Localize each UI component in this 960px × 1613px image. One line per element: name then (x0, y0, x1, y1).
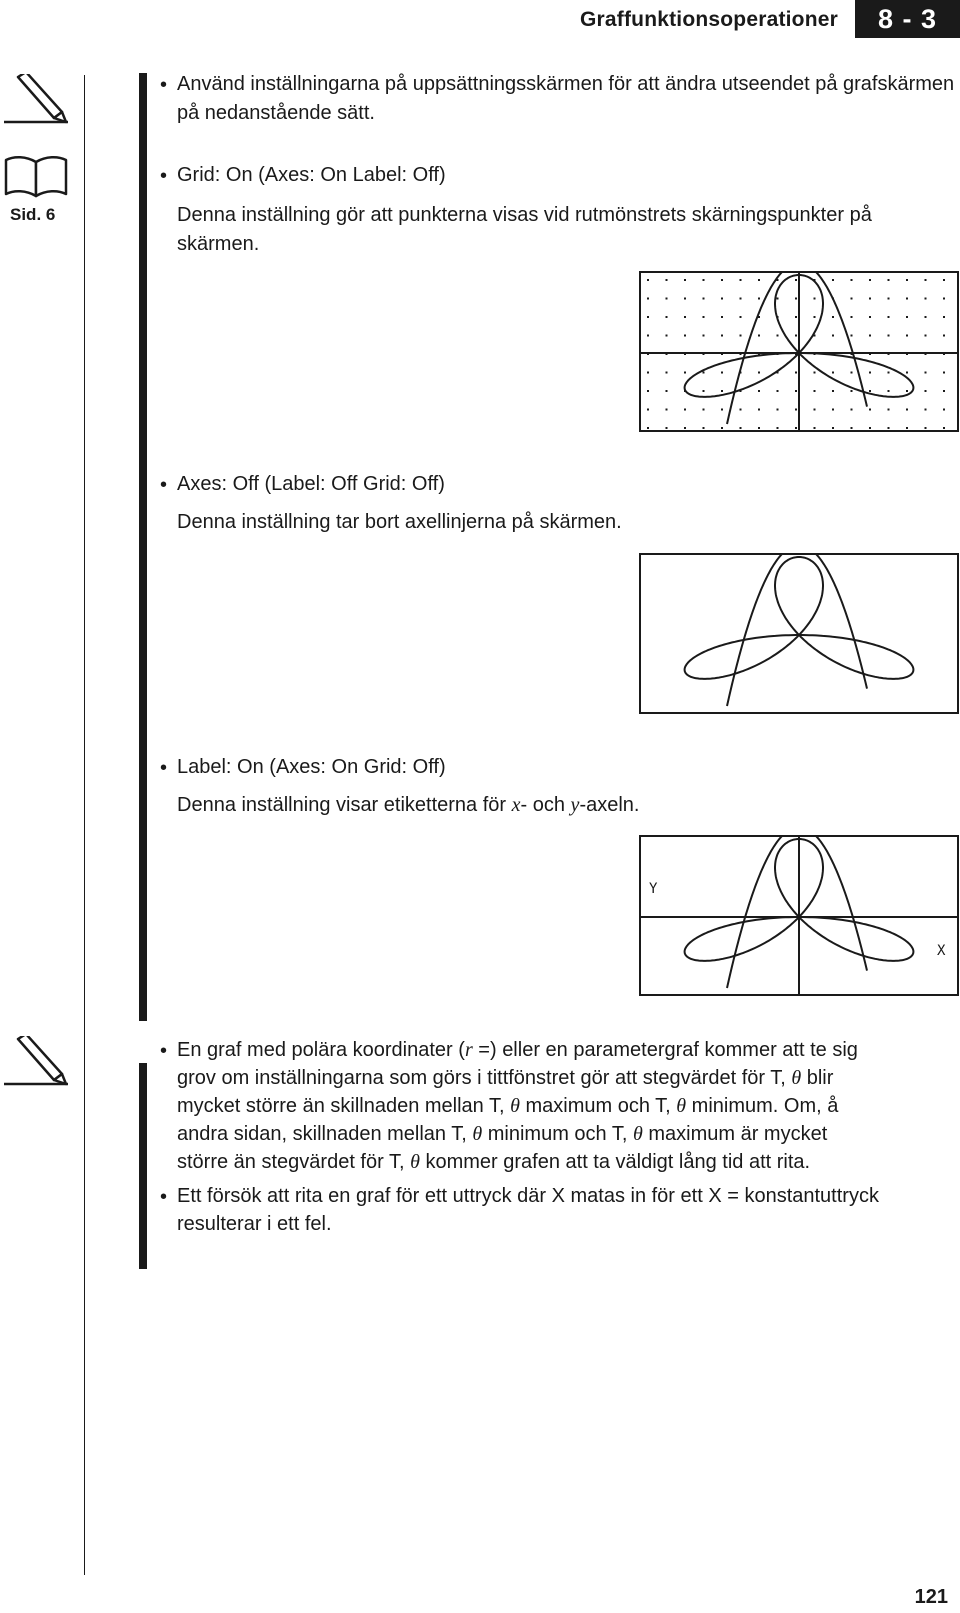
grid-dot (888, 372, 890, 374)
graph-screen-grid (639, 271, 959, 432)
grid-dot (740, 298, 742, 300)
grid-dot (684, 427, 686, 429)
note-line: resulterar i ett fel. (177, 1213, 332, 1235)
grid-dot (943, 335, 945, 337)
pencil-icon (4, 1036, 70, 1086)
x-axis-label: X (937, 943, 946, 959)
grid-dot (758, 409, 760, 411)
grid-dot (832, 390, 834, 392)
grid-dot (888, 298, 890, 300)
bullet: • (160, 74, 168, 96)
grid-dot (906, 372, 908, 374)
bullet: • (160, 1186, 168, 1208)
grid-dot (758, 298, 760, 300)
parabola-curve (727, 555, 867, 706)
grid-dot (906, 279, 908, 281)
grid-dot (703, 409, 705, 411)
grid-dot (906, 335, 908, 337)
grid-dot (647, 409, 649, 411)
grid-dot (666, 316, 668, 318)
page-number: 121 (914, 1586, 948, 1608)
grid-dot (888, 427, 890, 429)
setting-description: Denna inställning gör att punkterna visas vid rutmönstrets skärningspunkter på skärmen. (177, 204, 872, 255)
intro-text: Använd inställningarna på uppsättningsskärmen för att ändra utseendet på grafskärmen på nedanstående sätt. (177, 73, 955, 124)
note-line: grov om inställningarna som görs i tittfönstret gör att stegvärdet för T, θ blir (177, 1067, 834, 1089)
grid-dot (758, 427, 760, 429)
grid-dot (721, 298, 723, 300)
grid-dot (906, 409, 908, 411)
bullet: • (160, 757, 168, 779)
note-line: andra sidan, skillnaden mellan T, θ minimum och T, θ maximum är mycket (177, 1123, 828, 1145)
grid-dot (888, 316, 890, 318)
margin-rule (84, 75, 85, 1575)
grid-dot (925, 390, 927, 392)
note-line: större än stegvärdet för T, θ kommer grafen att ta väldigt lång tid att rita. (177, 1151, 811, 1173)
grid-dot (740, 409, 742, 411)
grid-dot (777, 409, 779, 411)
grid-dot (795, 427, 797, 429)
grid-dot (758, 372, 760, 374)
grid-dot (703, 316, 705, 318)
grid-dot (684, 279, 686, 281)
grid-dot (851, 390, 853, 392)
grid-dot (906, 427, 908, 429)
grid-dot (740, 427, 742, 429)
setting-description: Denna inställning visar etiketterna för x- och y-axeln. (177, 794, 640, 816)
note-line: mycket större än skillnaden mellan T, θ maximum och T, θ minimum. Om, å (177, 1095, 839, 1117)
grid-dot (666, 409, 668, 411)
grid-dot (943, 316, 945, 318)
grid-dot (925, 335, 927, 337)
note-marker-bar (139, 1063, 147, 1269)
grid-dot (925, 409, 927, 411)
grid-dot (869, 409, 871, 411)
parabola-curve (727, 273, 867, 424)
grid-dot (721, 372, 723, 374)
grid-dot (721, 427, 723, 429)
book-icon (4, 154, 68, 198)
grid-dot (721, 409, 723, 411)
grid-dot (721, 390, 723, 392)
grid-dot (851, 409, 853, 411)
grid-dot (758, 279, 760, 281)
grid-dot (703, 298, 705, 300)
grid-dot (832, 335, 834, 337)
y-axis-label: Y (649, 881, 658, 897)
grid-dot (851, 427, 853, 429)
grid-dot (943, 372, 945, 374)
grid-dot (925, 279, 927, 281)
grid-dot (925, 427, 927, 429)
grid-dot (814, 372, 816, 374)
bullet: • (160, 165, 168, 187)
bullet: • (160, 474, 168, 496)
grid-dot (795, 335, 797, 337)
grid-dot (943, 298, 945, 300)
grid-dot (666, 335, 668, 337)
grid-dot (943, 409, 945, 411)
grid-dot (814, 390, 816, 392)
grid-dot (814, 298, 816, 300)
grid-dot (795, 372, 797, 374)
grid-dot (832, 279, 834, 281)
grid-dot (703, 390, 705, 392)
grid-dot (795, 316, 797, 318)
grid-dot (666, 298, 668, 300)
grid-dot (832, 316, 834, 318)
grid-dot (888, 409, 890, 411)
bullet: • (160, 1040, 168, 1062)
grid-dot (832, 427, 834, 429)
reference-link[interactable]: Sid. 6 (10, 205, 56, 224)
grid-dot (684, 316, 686, 318)
grid-dot (906, 390, 908, 392)
grid-dot (666, 372, 668, 374)
parabola-curve (727, 837, 867, 988)
section-marker-bar (139, 73, 147, 1021)
grid-dot (647, 279, 649, 281)
setting-description: Denna inställning tar bort axellinjerna på skärmen. (177, 511, 622, 533)
grid-dot (647, 390, 649, 392)
grid-dot (851, 316, 853, 318)
grid-dot (666, 390, 668, 392)
grid-dot (869, 335, 871, 337)
grid-dot (703, 335, 705, 337)
grid-dot (721, 316, 723, 318)
grid-dot (703, 372, 705, 374)
grid-dot (703, 427, 705, 429)
section-number-badge: 8 - 3 (855, 0, 960, 38)
grid-dot (832, 409, 834, 411)
grid-dot (851, 372, 853, 374)
grid-dot (888, 279, 890, 281)
grid-dot (795, 279, 797, 281)
grid-dot (943, 279, 945, 281)
grid-dot (647, 316, 649, 318)
grid-dot (647, 427, 649, 429)
grid-dot (647, 372, 649, 374)
grid-dot (684, 298, 686, 300)
grid-dot (869, 372, 871, 374)
grid-dot (721, 335, 723, 337)
grid-dot (943, 427, 945, 429)
grid-dot (869, 390, 871, 392)
grid-dot (777, 427, 779, 429)
polar-curve (685, 557, 914, 679)
grid-dot (869, 316, 871, 318)
setting-title: Axes: Off (Label: Off Grid: Off) (177, 473, 445, 495)
grid-dot (647, 335, 649, 337)
grid-dot (777, 390, 779, 392)
grid-dot (869, 279, 871, 281)
pencil-icon (4, 74, 70, 124)
grid-dot (684, 335, 686, 337)
grid-dot (814, 427, 816, 429)
grid-dot (869, 298, 871, 300)
note-line: En graf med polära koordinater (r =) eller en parametergraf kommer att te sig (177, 1039, 858, 1061)
grid-dot (814, 409, 816, 411)
grid-dot (869, 427, 871, 429)
grid-dot (851, 335, 853, 337)
graph-screen-labels (639, 835, 959, 996)
grid-dot (740, 316, 742, 318)
grid-dot (795, 409, 797, 411)
grid-dot (888, 335, 890, 337)
grid-dot (684, 409, 686, 411)
grid-dot (777, 298, 779, 300)
grid-dot (740, 279, 742, 281)
grid-dot (925, 372, 927, 374)
grid-dot (666, 427, 668, 429)
grid-dot (925, 298, 927, 300)
page-header-title: Graffunktionsoperationer (580, 8, 838, 31)
grid-dot (758, 390, 760, 392)
note-line: Ett försök att rita en graf för ett uttryck där X matas in för ett X = konstantuttryck (177, 1185, 879, 1207)
setting-title: Grid: On (Axes: On Label: Off) (177, 164, 446, 186)
grid-dot (795, 390, 797, 392)
grid-dot (740, 335, 742, 337)
grid-dot (758, 335, 760, 337)
grid-dot (684, 372, 686, 374)
grid-dot (666, 279, 668, 281)
graph-screen-no-axes (639, 553, 959, 714)
grid-dot (888, 390, 890, 392)
grid-dot (703, 279, 705, 281)
grid-dot (721, 279, 723, 281)
grid-dot (906, 298, 908, 300)
grid-dot (777, 335, 779, 337)
setting-title: Label: On (Axes: On Grid: Off) (177, 756, 446, 778)
grid-dot (814, 316, 816, 318)
grid-dot (647, 298, 649, 300)
grid-dot (925, 316, 927, 318)
grid-dot (906, 316, 908, 318)
grid-dot (832, 372, 834, 374)
grid-dot (943, 390, 945, 392)
grid-dot (851, 298, 853, 300)
grid-dot (795, 298, 797, 300)
grid-dot (851, 279, 853, 281)
